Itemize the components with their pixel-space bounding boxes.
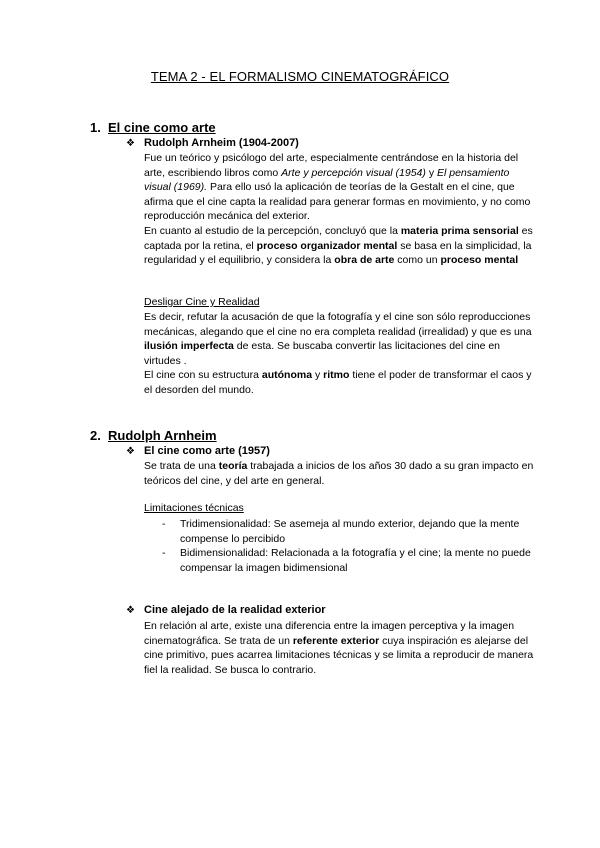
diamond-bullet-icon: ❖ [126, 605, 135, 616]
section-1-body-2 [144, 310, 534, 398]
section-2-number: 2. [90, 428, 101, 443]
section-1-heading [90, 120, 216, 135]
section-1-number: 1. [90, 120, 101, 135]
subheading-desligar: Desligar Cine y Realidad [144, 296, 260, 308]
paragraph-arnheim-bio: Fue un teórico y psicólogo del arte, especialmente centrándose en la historia del arte, escribiendo libros como Arte y percepción visual (1954) y El pensamiento visual (1969). Para ello usó la aplicación de teorías de la Gestalt en el cine, que afirma que el cine capta la realidad para generar formas en movimiento, y no como reproducción mecánica del exterior. [144, 152, 531, 223]
section-2-bullet-2 [126, 604, 326, 616]
diamond-bullet-icon: ❖ [126, 446, 135, 457]
paragraph-perception: En cuanto al estudio de la percepción, concluyó que la materia prima sensorial es captada por la retina, el proceso organizador mental se basa en la simplicidad, la regularidad y el equilibrio, y considera la obra de arte como un proceso mental [144, 224, 533, 267]
dash-bullet: - [162, 547, 166, 559]
dash-bullet: - [162, 518, 166, 530]
list-item: - Tridimensionalidad: Se asemeja al mundo exterior, dejando que la mente compense lo percibido [162, 518, 520, 545]
list-item: - Bidimensionalidad: Relacionada a la fotografía y el cine; la mente no puede compensar la imagen bidimensional [162, 547, 531, 574]
document-title: TEMA 2 - EL FORMALISMO CINEMATOGRÁFICO [150, 69, 450, 84]
section-2-bullet [126, 445, 270, 457]
bullet-label: Rudolph Arnheim (1904-2007) [144, 137, 299, 149]
paragraph-refutar: Es decir, refutar la acusación de que la fotografía y el cine son sólo reproducciones mecánicas, alegando que el cine no era completa realidad (irrealidad) y que es una ilusión imperfecta de esta. Se buscaba convertir las licitaciones del cine en virtudes . [144, 311, 532, 367]
paragraph-estructura: El cine con su estructura autónoma y ritmo tiene el poder de transformar el caos y el desorden del mundo. [144, 369, 532, 396]
diamond-bullet-icon: ❖ [126, 138, 135, 149]
section-1-bullet [126, 137, 299, 149]
section-2-body [144, 459, 534, 488]
section-2-heading [90, 428, 217, 443]
bullet-label: Cine alejado de la realidad exterior [144, 604, 326, 616]
paragraph-referente: En relación al arte, existe una diferencia entre la imagen perceptiva y la imagen cinematográfica. Se trata de un referente exterior cuya inspiración es alejarse del cine primitivo, pues acarrea limitaciones técnicas y se limita a reproducir de manera fiel la realidad. Se busca lo contrario. [144, 620, 534, 676]
section-2-title: Rudolph Arnheim [108, 428, 217, 443]
section-1-body [144, 151, 534, 268]
section-1-title: El cine como arte [108, 120, 216, 135]
section-2-body-2 [144, 619, 534, 677]
subheading-limitaciones: Limitaciones técnicas [144, 502, 244, 514]
bullet-label: El cine como arte (1957) [144, 445, 270, 457]
paragraph-teoria: Se trata de una teoría trabajada a inicios de los años 30 dado a su gran impacto en teóricos del cine, y del arte en general. [144, 460, 534, 487]
